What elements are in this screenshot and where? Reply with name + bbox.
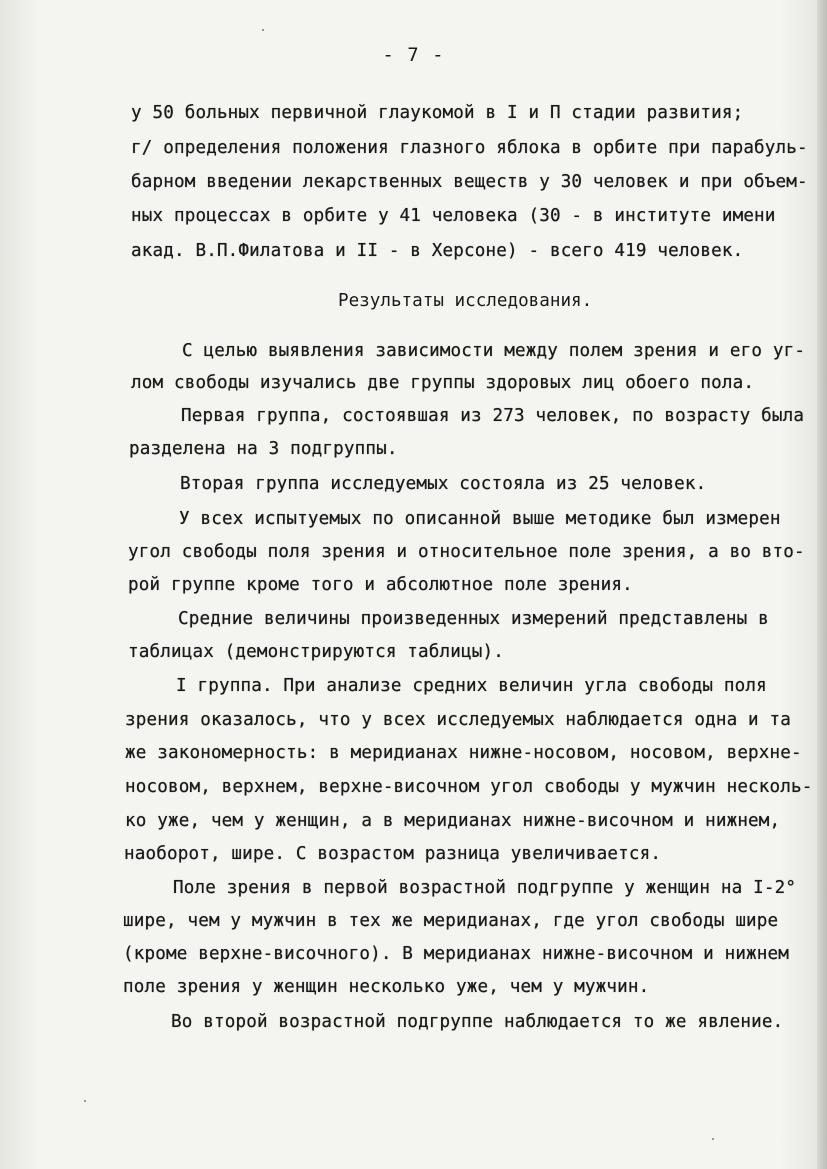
page-edge-shadow: [817, 0, 827, 1169]
text-line: зрения оказалось, что у всех исследуемых наблюдается одна и та: [125, 710, 792, 730]
text-line: У всех испытуемых по описанной выше методике был измерен: [179, 509, 781, 529]
text-line: же закономерность: в меридианах нижне-носовом, носовом, верхне-: [125, 743, 802, 763]
scan-speck: [84, 1100, 86, 1102]
text-line: Во второй возрастной подгруппе наблюдается то же явление.: [171, 1012, 784, 1032]
section-title: Результаты исследования.: [338, 291, 593, 311]
text-line: г/ определения положения глазного яблока в орбите при парабуль-: [131, 138, 808, 158]
text-line: (кроме верхне-височного). В меридианах нижне-височном и нижнем: [123, 944, 790, 964]
text-line: Вторая группа исследуемых состояла из 25 человек.: [180, 474, 707, 494]
text-line: шире, чем у мужчин в тех же меридианах, где угол свободы шире: [123, 911, 779, 931]
text-line: наоборот, шире. С возрастом разница увеличивается.: [124, 844, 662, 864]
text-line: у 50 больных первичной глаукомой в I и П стадии развития;: [131, 103, 744, 123]
page-number: - 7 -: [382, 44, 445, 66]
text-line: С целью выявления зависимости между полем зрения и его уг-: [182, 341, 806, 361]
text-line: таблицах (демонстрируются таблицы).: [128, 642, 504, 662]
scan-speck: [712, 1138, 714, 1140]
text-line: барном введении лекарственных веществ у 30 человек и при объем-: [131, 172, 808, 192]
text-line: носовом, верхнем, верхне-височном угол свободы у мужчин несколь-: [125, 777, 813, 797]
text-line: Средние величины произведенных измерений представлены в: [178, 609, 769, 629]
text-line: поле зрения у женщин несколько уже, чем у мужчин.: [123, 977, 650, 997]
text-line: рой группе кроме того и абсолютное поле зрения.: [128, 575, 633, 595]
text-line: разделена на 3 подгруппы.: [129, 439, 398, 459]
text-line: угол свободы поля зрения и относительное поле зрения, а во вто-: [128, 542, 805, 562]
text-line: лом свободы изучались две группы здоровых лиц обоего пола.: [131, 373, 755, 393]
text-line: акад. В.П.Филатова и II - в Херсоне) - всего 419 человек.: [131, 241, 744, 261]
text-line: I группа. При анализе средних величин угла свободы поля: [176, 676, 767, 696]
text-line: ных процессах в орбите у 41 человека (30 - в институте имени: [131, 206, 776, 226]
scan-speck: [262, 29, 264, 31]
text-line: ко уже, чем у женщин, а в меридианах нижне-височном и нижнем,: [125, 811, 781, 831]
text-line: Поле зрения в первой возрастной подгруппе у женщин на I-2°: [173, 878, 797, 898]
text-line: Первая группа, состоявшая из 273 человек, по возрасту была: [181, 406, 805, 426]
